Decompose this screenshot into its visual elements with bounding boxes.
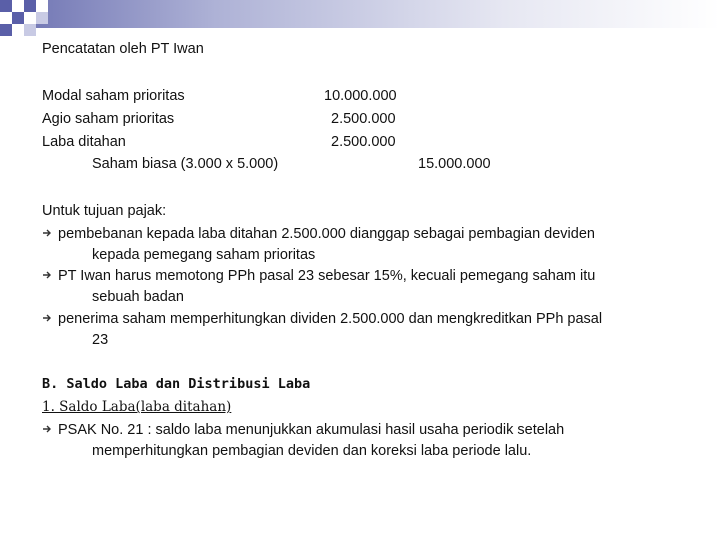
arrow-bullet-icon bbox=[42, 423, 54, 435]
section-b-bullet bbox=[42, 421, 564, 439]
section-b-bullet-line2: memperhitungkan pembagian deviden dan koreksi laba periode lalu. bbox=[92, 443, 532, 459]
tax-bullet-3 bbox=[42, 310, 602, 328]
tax-bullet-3-line1: penerima saham memperhitungkan dividen 2.500.000 dan mengkreditkan PPh pasal bbox=[58, 311, 603, 327]
section-b-subheading: 1. Saldo Laba(laba ditahan) bbox=[42, 399, 232, 415]
journal-account-2: Agio saham prioritas bbox=[42, 111, 175, 127]
header-band bbox=[0, 0, 720, 28]
decorative-checker-pattern bbox=[0, 0, 58, 44]
tax-bullet-2-line2: sebuah badan bbox=[92, 289, 184, 305]
tax-bullet-2 bbox=[42, 267, 595, 285]
tax-bullet-2-line1: PT Iwan harus memotong PPh pasal 23 sebesar 15%, kecuali pemegang saham itu bbox=[58, 268, 596, 284]
tax-bullet-3-line2: 23 bbox=[92, 332, 109, 348]
section-b-bullet-line1: PSAK No. 21 : saldo laba menunjukkan akumulasi hasil usaha periodik setelah bbox=[58, 422, 565, 438]
arrow-bullet-icon bbox=[42, 269, 54, 281]
tax-bullet-1-line1: pembebanan kepada laba ditahan 2.500.000 dianggap sebagai pembagian deviden bbox=[58, 226, 595, 242]
arrow-bullet-icon bbox=[42, 227, 54, 239]
tax-heading: Untuk tujuan pajak: bbox=[42, 203, 167, 219]
section-b-heading: B. Saldo Laba dan Distribusi Laba bbox=[42, 376, 311, 392]
tax-bullet-1 bbox=[42, 225, 595, 243]
page-title: Pencatatan oleh PT Iwan bbox=[42, 41, 204, 57]
journal-debit-3: 2.500.000 bbox=[331, 134, 396, 150]
journal-debit-2: 2.500.000 bbox=[331, 111, 396, 127]
arrow-bullet-icon bbox=[42, 312, 54, 324]
tax-bullet-1-line2: kepada pemegang saham prioritas bbox=[92, 247, 316, 263]
journal-debit-1: 10.000.000 bbox=[324, 88, 397, 104]
journal-credit-4: 15.000.000 bbox=[418, 156, 491, 172]
journal-account-1: Modal saham prioritas bbox=[42, 88, 185, 104]
journal-account-3: Laba ditahan bbox=[42, 134, 126, 150]
journal-account-4: Saham biasa (3.000 x 5.000) bbox=[92, 156, 279, 172]
